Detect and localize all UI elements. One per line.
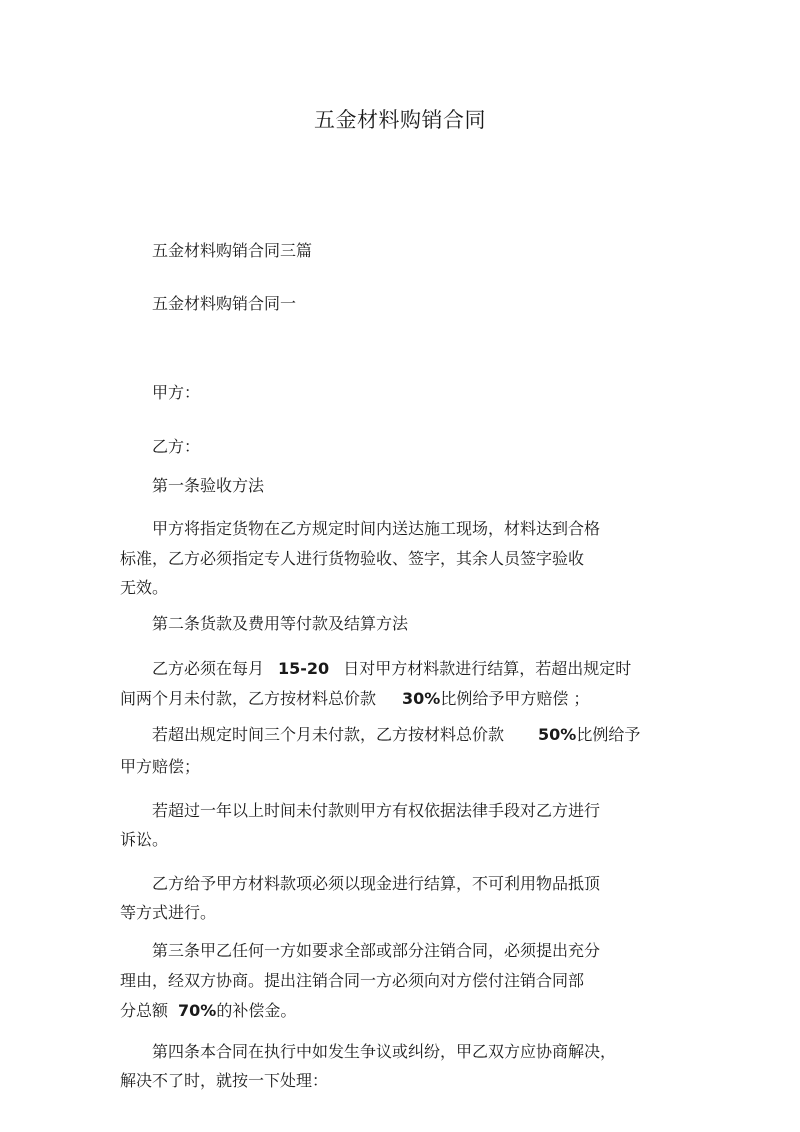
article-4-line-2: 解决不了时，就按一下处理： xyxy=(120,1071,329,1090)
party-a-label: 甲方： xyxy=(152,383,201,402)
article-2-title: 第二条货款及费用等付款及结算方法 xyxy=(152,614,409,633)
heading-contract-one: 五金材料购销合同一 xyxy=(152,294,297,313)
text-segment: 间两个月未付款，乙方按材料总价款 xyxy=(120,689,377,708)
text-segment: 的补偿金。 xyxy=(216,1001,297,1020)
article-3-line-3 xyxy=(120,1001,296,1021)
article-2-para-4-line-1: 乙方给予甲方材料款项必须以现金进行结算，不可利用物品抵顶 xyxy=(152,874,601,893)
text-segment: 比例给予甲方赔偿 ； xyxy=(440,689,590,708)
article-2-para-3-line-2: 诉讼。 xyxy=(120,830,169,849)
article-1-line-3: 无效。 xyxy=(120,578,169,597)
article-2-para-1-line-1 xyxy=(152,659,631,679)
article-2-para-2-line-1 xyxy=(152,725,640,745)
heading-three-contracts: 五金材料购销合同三篇 xyxy=(152,241,313,260)
article-2-para-2-line-2: 甲方赔偿； xyxy=(120,757,201,776)
percentage-value: 70% xyxy=(178,1001,217,1020)
text-segment: 分总额 xyxy=(120,1001,169,1020)
article-3-line-1: 第三条甲乙任何一方如要求全部或部分注销合同，必须提出充分 xyxy=(152,941,601,960)
document-title: 五金材料购销合同 xyxy=(314,108,486,132)
article-3-line-2: 理由，经双方协商。提出注销合同一方必须向对方偿付注销合同部 xyxy=(120,971,585,990)
article-2-para-3-line-1: 若超过一年以上时间未付款则甲方有权依据法律手段对乙方进行 xyxy=(152,801,601,820)
text-segment: 若超出规定时间三个月未付款，乙方按材料总价款 xyxy=(152,725,505,744)
article-4-line-1: 第四条本合同在执行中如发生争议或纠纷，甲乙双方应协商解决， xyxy=(152,1042,617,1061)
percentage-value: 30% xyxy=(402,689,441,708)
article-1-line-1: 甲方将指定货物在乙方规定时间内送达施工现场，材料达到合格 xyxy=(152,519,601,538)
text-segment: 乙方必须在每月 xyxy=(152,659,265,678)
text-segment: 日对甲方材料款进行结算，若超出规定时 xyxy=(343,659,632,678)
text-segment: 比例给予 xyxy=(576,725,641,744)
percentage-value: 50% xyxy=(538,725,577,744)
article-2-para-4-line-2: 等方式进行。 xyxy=(120,903,217,922)
article-1-line-2: 标准，乙方必须指定专人进行货物验收、签字，其余人员签字验收 xyxy=(120,549,585,568)
article-1-title: 第一条验收方法 xyxy=(152,476,265,495)
article-2-para-1-line-2 xyxy=(120,689,589,709)
date-range-value: 15-20 xyxy=(278,659,330,678)
party-b-label: 乙方： xyxy=(152,437,201,456)
